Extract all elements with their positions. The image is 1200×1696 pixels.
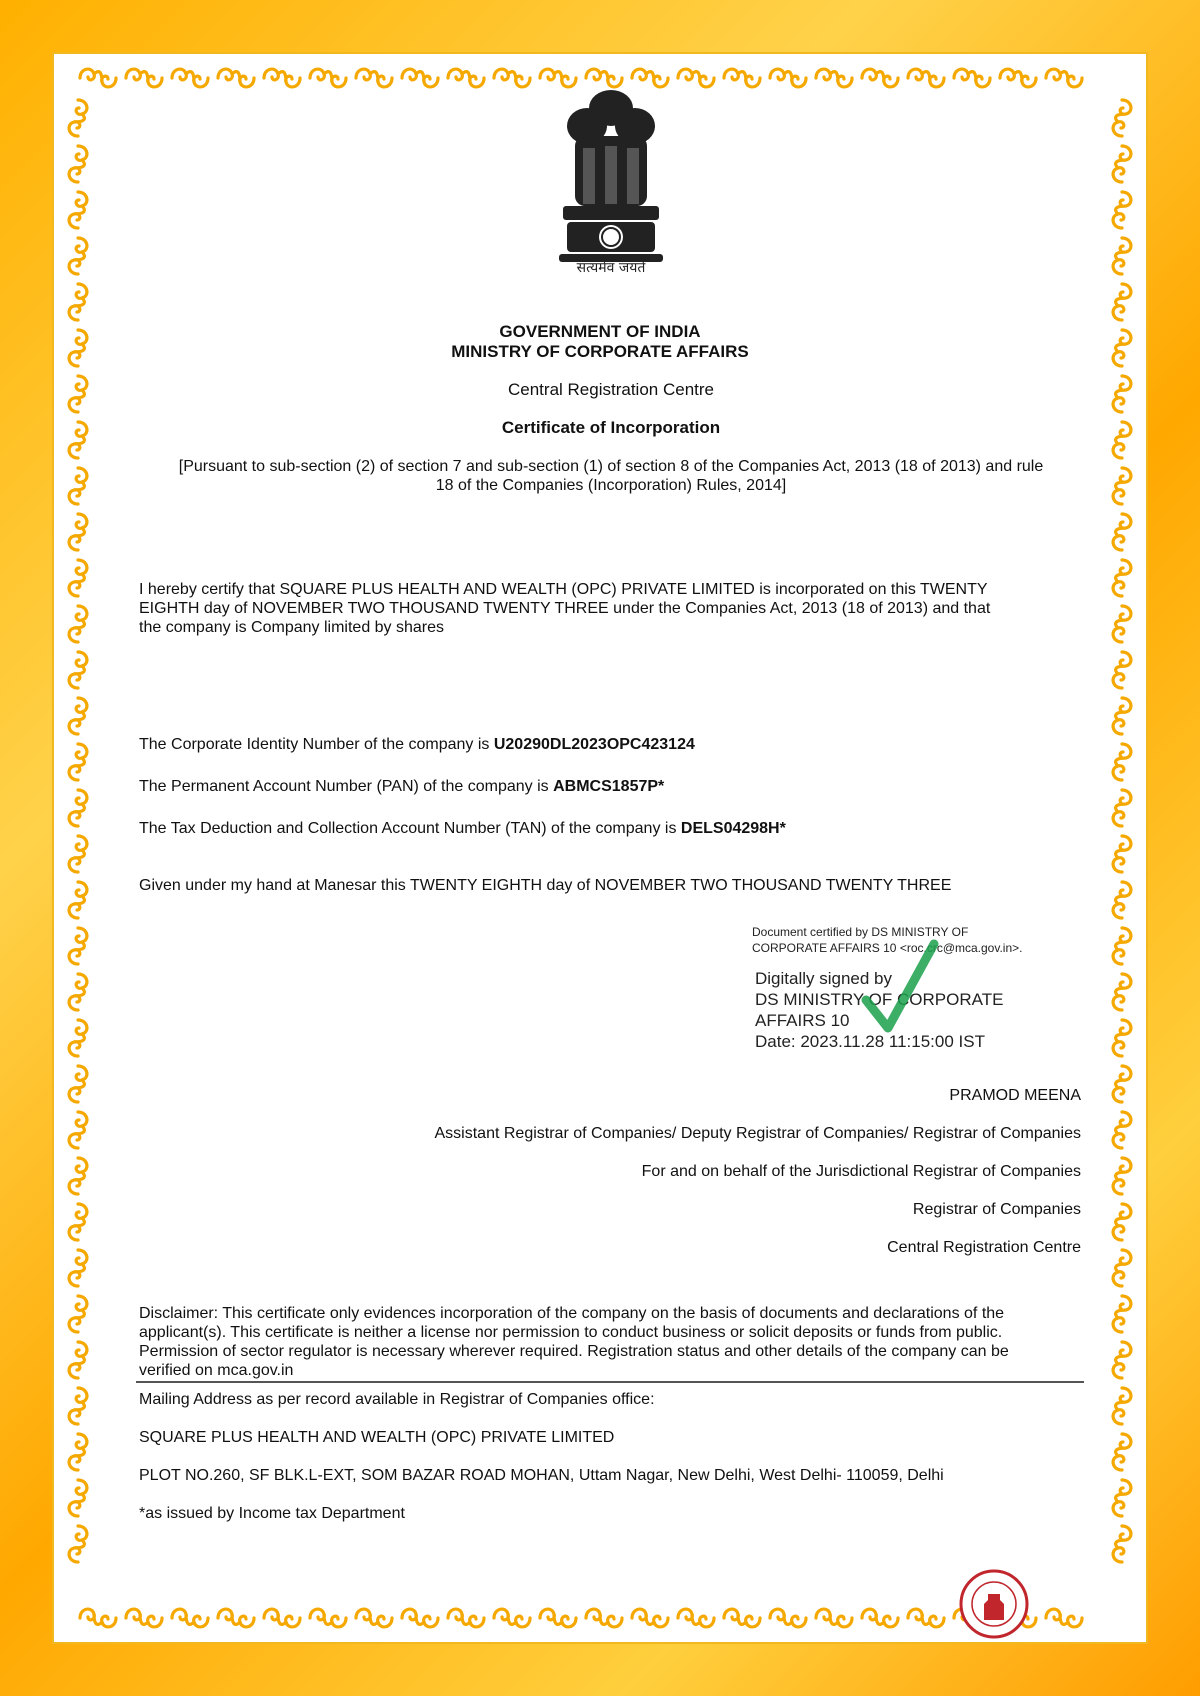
ornament-scroll: [1113, 1388, 1131, 1424]
ornament-scroll: [448, 69, 484, 87]
ornament-scroll: [69, 560, 87, 596]
ornament-scroll: [69, 1250, 87, 1286]
signed-line-1: Digitally signed by: [755, 969, 893, 988]
ornament-scroll: [1046, 69, 1082, 87]
ornament-scroll: [1113, 1296, 1131, 1332]
government-title: GOVERNMENT OF INDIA: [499, 322, 701, 341]
ornament-scroll: [494, 1609, 530, 1627]
ornament-scroll: [264, 69, 300, 87]
ornament-scroll: [770, 1609, 806, 1627]
certified-line-2: CORPORATE AFFAIRS 10 <roc.crc@mca.gov.in>.: [752, 941, 1023, 955]
ornament-scroll: [69, 652, 87, 688]
ornament-scroll: [69, 1296, 87, 1332]
registrar-name: PRAMOD MEENA: [949, 1087, 1081, 1104]
ornament-scroll: [1113, 928, 1131, 964]
ornament-scroll: [69, 1434, 87, 1470]
ornament-scroll: [1113, 1112, 1131, 1148]
ornament-scroll: [356, 1609, 392, 1627]
ministry-title: MINISTRY OF CORPORATE AFFAIRS: [451, 342, 749, 361]
ornament-scroll: [69, 1480, 87, 1516]
ornament-scroll: [816, 69, 852, 87]
mailing-address: PLOT NO.260, SF BLK.L-EXT, SOM BAZAR ROAD MOHAN, Uttam Nagar, New Delhi, West Delhi- 110059, Delhi: [139, 1467, 944, 1484]
ornament-scroll: [69, 1112, 87, 1148]
pan-label: The Permanent Account Number (PAN) of the company is: [139, 778, 554, 795]
tan-value: DELS04298H*: [680, 820, 786, 837]
pan-tan-note: *as issued by Income tax Department: [139, 1505, 405, 1522]
ornament-scroll: [69, 836, 87, 872]
ornament-scroll: [69, 1388, 87, 1424]
ornament-scroll: [69, 606, 87, 642]
ornament-scroll: [770, 69, 806, 87]
ornament-scroll: [1113, 514, 1131, 550]
ornament-scroll: [908, 69, 944, 87]
signed-line-3: AFFAIRS 10: [755, 1011, 850, 1030]
ornament-scroll: [356, 69, 392, 87]
ornament-scroll: [1113, 1066, 1131, 1102]
ornament-scroll: [1113, 606, 1131, 642]
ornament-scroll: [69, 100, 87, 136]
ornament-scroll: [69, 790, 87, 826]
ornament-scroll: [862, 1609, 898, 1627]
ornament-scroll: [1000, 69, 1036, 87]
ornament-scroll: [632, 1609, 668, 1627]
ornament-scroll: [586, 69, 622, 87]
checkmark-icon: [860, 938, 940, 1038]
ornament-scroll: [816, 1609, 852, 1627]
ornament-scroll: [69, 1020, 87, 1056]
certified-line-1: Document certified by DS MINISTRY OF: [752, 925, 969, 939]
ornament-scroll: [1113, 1158, 1131, 1194]
ornament-scroll: [69, 468, 87, 504]
ornament-scroll: [1113, 146, 1131, 182]
pan-value: ABMCS1857P*: [553, 778, 665, 795]
national-emblem-icon: [553, 88, 669, 278]
disclaimer-divider: [136, 1381, 1084, 1383]
ornament-scroll: [954, 69, 990, 87]
ornament-scroll: [1113, 652, 1131, 688]
ornament-scroll: [126, 69, 162, 87]
ornament-scroll: [69, 882, 87, 918]
registrar-behalf: For and on behalf of the Jurisdictional Registrar of Companies: [641, 1163, 1081, 1180]
pan-row: [139, 777, 664, 796]
pursuant-line-1: [Pursuant to sub-section (2) of section 7 and sub-section (1) of section 8 of the Companies Act, 2013 (18 of 2013) and rule: [178, 458, 1044, 475]
mailing-company: SQUARE PLUS HEALTH AND WEALTH (OPC) PRIVATE LIMITED: [139, 1429, 615, 1446]
ornament-scroll: [69, 1066, 87, 1102]
ornament-scroll: [448, 1609, 484, 1627]
ornament-scroll: [69, 974, 87, 1010]
disclaimer-line-2: applicant(s). This certificate is neither a license nor permission to conduct business or solicit deposits or funds from public.: [139, 1324, 1003, 1341]
certify-line-1: I hereby certify that SQUARE PLUS HEALTH AND WEALTH (OPC) PRIVATE LIMITED is incorporated on this TWENTY: [139, 581, 988, 598]
ornament-scroll: [724, 1609, 760, 1627]
ornament-scroll: [494, 69, 530, 87]
ornament-scroll: [1113, 1342, 1131, 1378]
ornament-scroll: [908, 1609, 944, 1627]
ornament-scroll: [1113, 1020, 1131, 1056]
ornament-scroll: [1113, 744, 1131, 780]
cin-row: [139, 735, 695, 754]
ornament-scroll: [1113, 1480, 1131, 1516]
ornament-scroll: [69, 1158, 87, 1194]
signed-line-2: DS MINISTRY OF CORPORATE: [755, 990, 1004, 1009]
ornament-scroll: [678, 1609, 714, 1627]
ornament-scroll: [1113, 974, 1131, 1010]
ornament-scroll: [218, 1609, 254, 1627]
registration-centre: Central Registration Centre: [508, 380, 714, 399]
tan-row: [139, 819, 786, 838]
ornament-scroll: [69, 192, 87, 228]
tan-label: The Tax Deduction and Collection Account Number (TAN) of the company is: [139, 820, 681, 837]
ornament-scroll: [218, 69, 254, 87]
ornament-scroll: [1113, 1434, 1131, 1470]
ornament-scroll: [1113, 882, 1131, 918]
ornament-scroll: [172, 1609, 208, 1627]
ornament-scroll: [69, 1526, 87, 1562]
disclaimer-line-3: Permission of sector regulator is necessary wherever required. Registration status and other details of the company can be: [139, 1343, 1009, 1360]
ornament-scroll: [69, 284, 87, 320]
ornament-scroll: [69, 146, 87, 182]
cin-value: U20290DL2023OPC423124: [493, 736, 695, 753]
ornament-scroll: [1113, 1204, 1131, 1240]
ornament-scroll: [632, 69, 668, 87]
ornament-scroll: [678, 69, 714, 87]
ornament-scroll: [69, 238, 87, 274]
ornament-scroll: [310, 69, 346, 87]
ornament-scroll: [402, 69, 438, 87]
ornament-scroll: [1046, 1609, 1082, 1627]
certificate-title: Certificate of Incorporation: [501, 418, 721, 437]
signed-line-4: Date: 2023.11.28 11:15:00 IST: [755, 1032, 985, 1051]
ornament-scroll: [69, 1342, 87, 1378]
ornament-scroll: [1113, 560, 1131, 596]
ornament-scroll: [862, 69, 898, 87]
ornament-scroll: [1113, 698, 1131, 734]
emblem-motto: सत्यमेव जयते: [576, 260, 646, 276]
disclaimer-line-4: verified on mca.gov.in: [139, 1362, 294, 1379]
ornament-scroll: [1113, 238, 1131, 274]
ornament-scroll: [69, 514, 87, 550]
official-seal-icon: [958, 1568, 1030, 1640]
cin-label: The Corporate Identity Number of the company is: [139, 736, 494, 753]
registrar-designation: Assistant Registrar of Companies/ Deputy Registrar of Companies/ Registrar of Companies: [434, 1125, 1081, 1142]
certify-line-3: the company is Company limited by shares: [139, 619, 445, 636]
ornament-scroll: [1113, 836, 1131, 872]
registrar-centre: Central Registration Centre: [887, 1239, 1081, 1256]
ornament-scroll: [126, 1609, 162, 1627]
ornament-scroll: [402, 1609, 438, 1627]
registrar-office: Registrar of Companies: [912, 1201, 1081, 1218]
ornament-scroll: [1113, 790, 1131, 826]
pursuant-line-2: 18 of the Companies (Incorporation) Rules, 2014]: [435, 477, 787, 494]
ornament-scroll: [172, 69, 208, 87]
ornament-scroll: [69, 928, 87, 964]
ornament-scroll: [80, 1609, 116, 1627]
disclaimer-line-1: Disclaimer: This certificate only evidences incorporation of the company on the basis of documents and declarations of the: [139, 1305, 1005, 1322]
ornament-scroll: [1113, 192, 1131, 228]
ornament-scroll: [264, 1609, 300, 1627]
ornament-scroll: [1113, 100, 1131, 136]
certify-line-2: EIGHTH day of NOVEMBER TWO THOUSAND TWENTY THREE under the Companies Act, 2013 (18 of 2013) and that: [139, 600, 991, 617]
ornament-scroll: [1113, 1250, 1131, 1286]
ornament-scroll: [80, 69, 116, 87]
ornament-scroll: [69, 698, 87, 734]
ornament-scroll: [310, 1609, 346, 1627]
ornament-scroll: [586, 1609, 622, 1627]
ornament-scroll: [724, 69, 760, 87]
mailing-label: Mailing Address as per record available in Registrar of Companies office:: [139, 1391, 655, 1408]
ornament-scroll: [69, 1204, 87, 1240]
ornament-scroll: [1113, 1526, 1131, 1562]
given-under-hand: Given under my hand at Manesar this TWENTY EIGHTH day of NOVEMBER TWO THOUSAND TWENTY THREE: [139, 877, 952, 894]
ornament-scroll: [69, 744, 87, 780]
ornament-scroll: [540, 1609, 576, 1627]
ornament-scroll: [1113, 284, 1131, 320]
ornament-scroll: [540, 69, 576, 87]
